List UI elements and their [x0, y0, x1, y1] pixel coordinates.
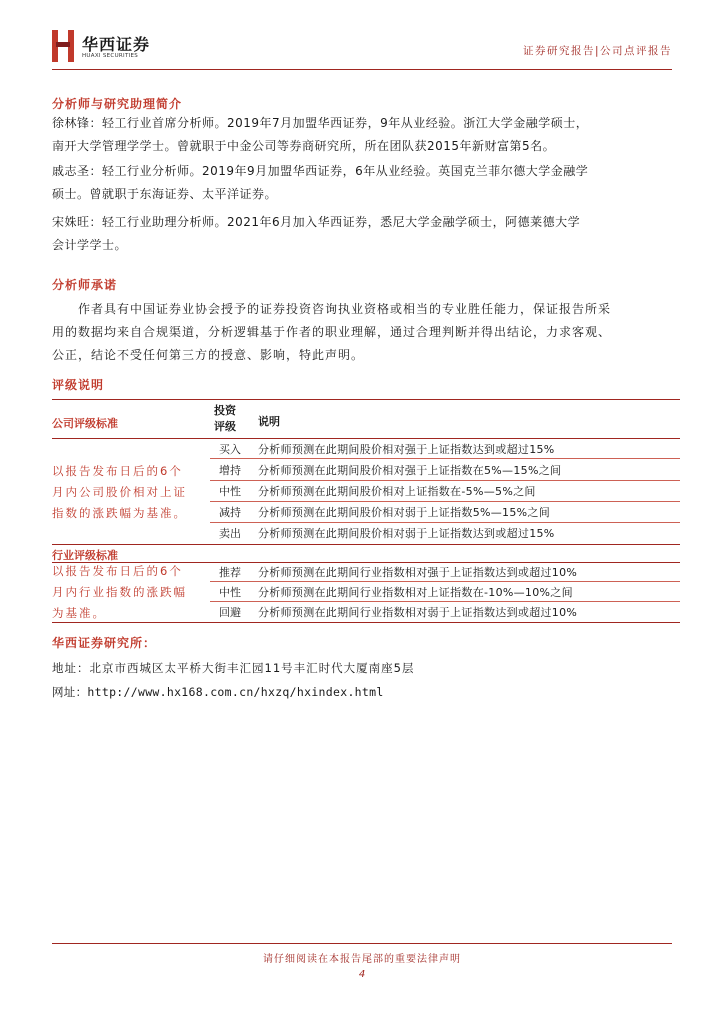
row-divider: [210, 501, 680, 502]
analyst-bio-1: [52, 112, 672, 158]
basis-line: 指数的涨跌幅为基准。: [52, 506, 187, 520]
bio-line: 南开大学管理学学士。曾就职于中金公司等券商研究所，所在团队获2015年新财富第5名。: [52, 139, 556, 153]
commitment-section-title: 分析师承诺: [52, 278, 118, 292]
institute-address: 地址：北京市西城区太平桥大街丰汇园11号丰汇时代大厦南座5层: [52, 661, 415, 675]
header-divider: [52, 69, 672, 70]
rating-note: 分析师预测在此期间股价相对强于上证指数在5%—15%之间: [258, 464, 562, 477]
legal-notice: 请仔细阅读在本报告尾部的重要法律声明: [263, 954, 461, 965]
industry-rating-header: 行业评级标准: [52, 549, 118, 562]
rating-note: 分析师预测在此期间股价相对弱于上证指数5%—15%之间: [258, 506, 550, 519]
row-divider: [210, 480, 680, 481]
rating-grade: 卖出: [219, 527, 241, 540]
basis-line: 月内行业指数的涨跌幅: [52, 585, 187, 599]
basis-line: 以报告发布日后的6个: [52, 464, 183, 478]
rating-note: 分析师预测在此期间股价相对强于上证指数达到或超过15%: [258, 443, 555, 456]
rating-grade: 买入: [219, 443, 241, 456]
brand-name-en: HUAXI SECURITIES: [82, 53, 139, 59]
company-rating-header: 公司评级标准: [52, 417, 118, 430]
commitment-line: 作者具有中国证券业协会授予的证券投资咨询执业资格或相当的专业胜任能力，保证报告所采: [78, 302, 612, 316]
analysts-section-title: 分析师与研究助理简介: [52, 97, 183, 111]
huaxi-logo-icon: [52, 28, 74, 62]
commitment-line: 用的数据均来自合规渠道，分析逻辑基于作者的职业理解，通过合理判断并得出结论，力求客观、: [52, 325, 612, 339]
basis-line: 为基准。: [52, 606, 106, 620]
bio-line: 硕士。曾就职于东海证券、太平洋证券。: [52, 187, 278, 201]
rating-grade: 中性: [219, 586, 241, 599]
industry-rating-basis: [52, 561, 202, 624]
analyst-bio-3: [52, 211, 672, 257]
bio-line: 宋姝旺：轻工行业助理分析师。2021年6月加入华西证券，悉尼大学金融学硕士，阿德莱德大学: [52, 215, 581, 229]
rating-note: 分析师预测在此期间行业指数相对强于上证指数达到或超过10%: [258, 566, 578, 579]
grade-column-header: [214, 403, 236, 435]
rating-note: 分析师预测在此期间行业指数相对上证指数在-10%—10%之间: [258, 586, 573, 599]
rating-table: [52, 397, 680, 625]
bio-line: 会计学学士。: [52, 238, 128, 252]
rating-grade: 推荐: [219, 566, 241, 579]
row-divider: [210, 458, 680, 459]
bio-line: 戚志圣：轻工行业分析师。2019年9月加盟华西证券，6年从业经验。英国克兰菲尔德大学金融学: [52, 164, 589, 178]
grade-header-line: 评级: [214, 420, 236, 433]
rating-note: 分析师预测在此期间行业指数相对弱于上证指数达到或超过10%: [258, 606, 578, 619]
rating-grade: 增持: [219, 464, 241, 477]
row-divider: [210, 581, 680, 582]
section-divider: [52, 544, 680, 545]
institute-title: 华西证券研究所：: [52, 636, 157, 650]
header-bottom-border: [52, 438, 680, 439]
institute-website[interactable]: 网址：http://www.hx168.com.cn/hxzq/hxindex.html: [52, 685, 384, 699]
rating-note: 分析师预测在此期间股价相对弱于上证指数达到或超过15%: [258, 527, 555, 540]
row-divider: [210, 601, 680, 602]
basis-line: 以报告发布日后的6个: [52, 564, 183, 578]
page-header: [52, 28, 672, 70]
commitment-text: [52, 298, 672, 367]
footer-divider: [52, 943, 672, 944]
brand-name-cn: 华西证券: [82, 35, 151, 54]
page-number: 4: [358, 969, 366, 980]
row-divider: [210, 522, 680, 523]
analyst-bio-2: [52, 160, 672, 206]
commitment-line: 公正，结论不受任何第三方的授意、影响，特此声明。: [52, 348, 365, 362]
basis-line: 月内公司股价相对上证: [52, 485, 187, 499]
table-bottom-border: [52, 622, 680, 623]
rating-grade: 回避: [219, 606, 241, 619]
bio-line: 徐林锋：轻工行业首席分析师。2019年7月加盟华西证券，9年从业经验。浙江大学金融学硕士，: [52, 116, 589, 130]
company-rating-basis: [52, 461, 202, 524]
grade-header-line: 投资: [214, 404, 236, 417]
document-type: 证券研究报告|公司点评报告: [522, 45, 672, 57]
rating-section-title: 评级说明: [52, 378, 105, 392]
rating-grade: 中性: [219, 485, 241, 498]
table-top-border: [52, 399, 680, 400]
rating-note: 分析师预测在此期间股价相对上证指数在-5%—5%之间: [258, 485, 536, 498]
note-column-header: 说明: [258, 415, 280, 428]
rating-grade: 减持: [219, 506, 241, 519]
